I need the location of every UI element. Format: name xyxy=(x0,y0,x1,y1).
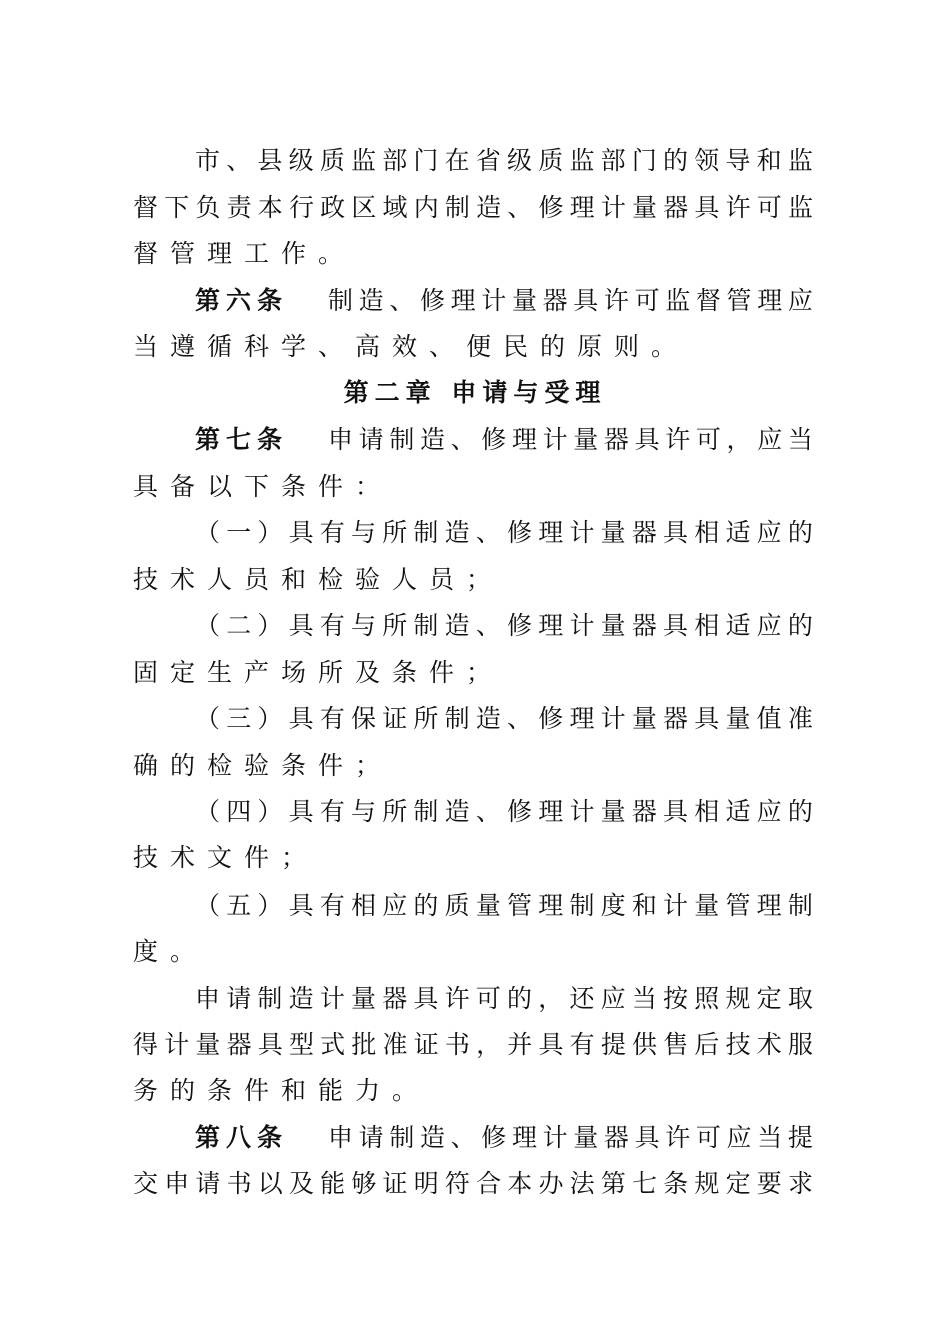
text-line xyxy=(195,281,813,321)
text-line xyxy=(195,792,813,832)
article-number: 第六条 xyxy=(195,286,289,315)
text-line xyxy=(133,932,813,972)
line-text: 具备以下条件： xyxy=(133,472,393,501)
line-text: （ 五 ） 具 有 相 应 的 质 量 管 理 制 度 和 计 量 管 理 制 xyxy=(195,891,813,920)
line-text: 技术人员和检验人员； xyxy=(133,565,504,594)
line-text: 务的条件和能力。 xyxy=(133,1076,430,1105)
text-line xyxy=(133,560,813,600)
text-line xyxy=(133,188,813,228)
line-text: （ 二 ） 具 有 与 所 制 造 、 修 理 计 量 器 具 相 适 应 的 xyxy=(195,611,813,640)
line-text: 交 申 请 书 以 及 能 够 证 明 符 合 本 办 法 第 七 条 规 定 要 求 xyxy=(133,1169,813,1198)
line-text: 当遵循科学、高效、便民的原则。 xyxy=(133,332,689,361)
text-line xyxy=(195,420,813,460)
line-text: 申 请 制 造 计 量 器 具 许 可 的 ， 还 应 当 按 照 规 定 取 xyxy=(195,984,813,1013)
article-number: 第七条 xyxy=(195,425,289,454)
line-text: 督管理工作。 xyxy=(133,239,356,268)
text-line xyxy=(195,886,813,926)
text-line xyxy=(133,838,813,878)
text-line xyxy=(133,234,813,274)
line-text: 度。 xyxy=(133,937,208,966)
text-line xyxy=(195,141,813,181)
line-text: 督 下 负 责 本 行 政 区 域 内 制 造 、 修 理 计 量 器 具 许 可 监 xyxy=(133,193,813,222)
line-text: （ 四 ） 具 有 与 所 制 造 、 修 理 计 量 器 具 相 适 应 的 xyxy=(195,797,813,826)
line-text: （ 三 ） 具 有 保 证 所 制 造 、 修 理 计 量 器 具 量 值 准 xyxy=(195,704,813,733)
line-text: 确的检验条件； xyxy=(133,751,393,780)
text-line xyxy=(133,653,813,693)
line-text: 申 请 制 造 、 修 理 计 量 器 具 许 可 应 当 提 xyxy=(328,1123,813,1152)
line-text: 技术文件； xyxy=(133,843,319,872)
line-text: 市 、 县 级 质 监 部 门 在 省 级 质 监 部 门 的 领 导 和 监 xyxy=(195,146,813,175)
text-line xyxy=(195,513,813,553)
text-line xyxy=(195,979,813,1019)
article-number: 第八条 xyxy=(195,1123,289,1152)
line-text: （ 一 ） 具 有 与 所 制 造 、 修 理 计 量 器 具 相 适 应 的 xyxy=(195,518,813,547)
chapter-heading: 第二章 申请与受理 xyxy=(343,378,607,407)
line-text: 制 造 、 修 理 计 量 器 具 许 可 监 督 管 理 应 xyxy=(328,286,813,315)
text-line xyxy=(133,327,813,367)
text-line xyxy=(195,606,813,646)
text-line xyxy=(133,746,813,786)
line-text: 申 请 制 造 、 修 理 计 量 器 具 许 可 ， 应 当 xyxy=(328,425,813,454)
text-line xyxy=(133,1164,813,1204)
text-line xyxy=(195,699,813,739)
line-text: 固定生产场所及条件； xyxy=(133,658,504,687)
text-line xyxy=(195,1118,813,1158)
text-line xyxy=(133,1071,813,1111)
text-line xyxy=(133,1025,813,1065)
text-line xyxy=(133,467,813,507)
line-text: 得 计 量 器 具 型 式 批 准 证 书 ， 并 具 有 提 供 售 后 技 术 服 xyxy=(133,1030,813,1059)
